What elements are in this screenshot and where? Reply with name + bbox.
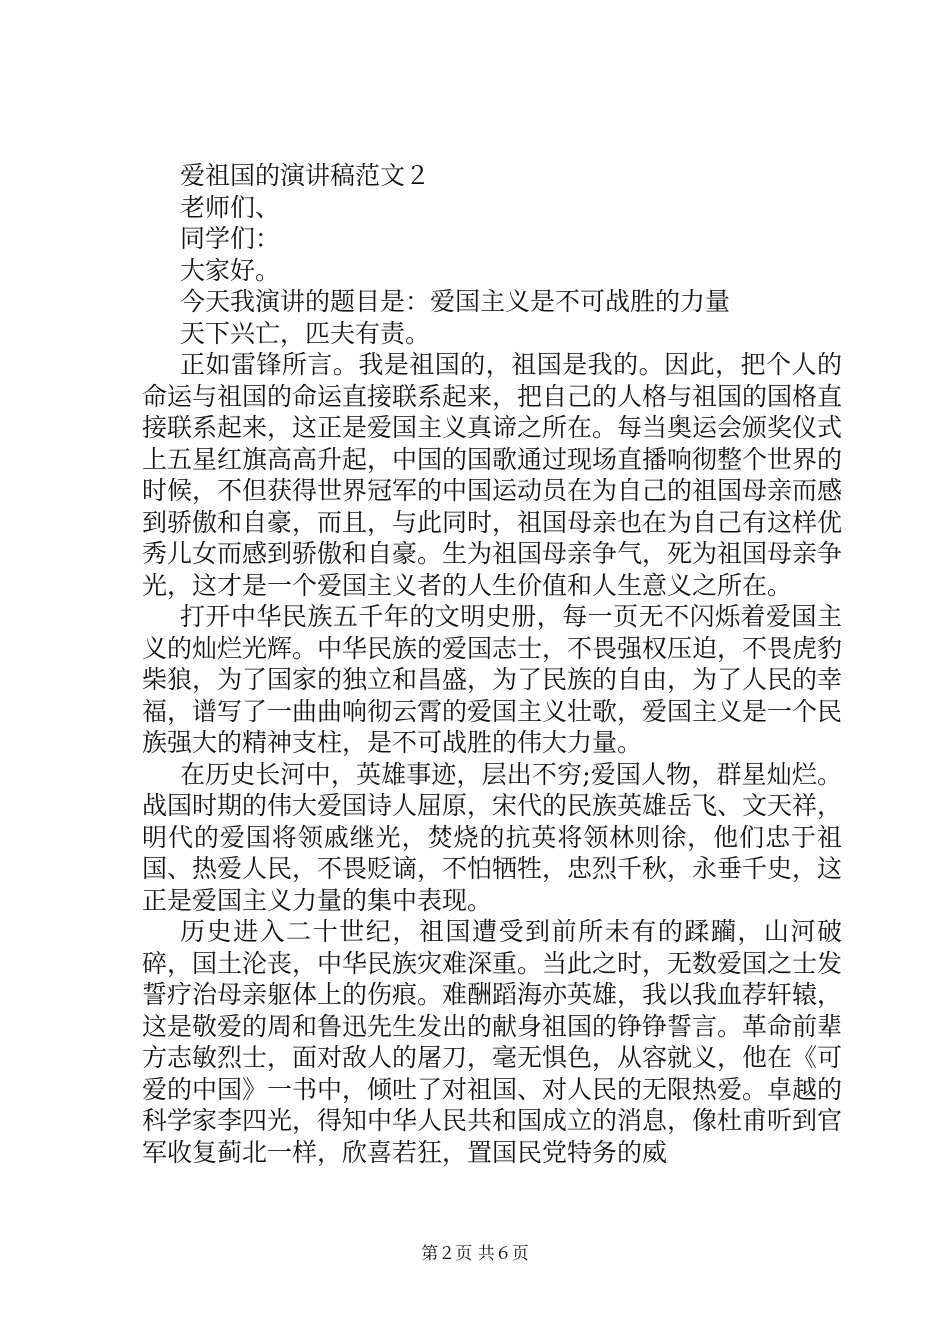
speech-topic: 今天我演讲的题目是：爱国主义是不可战胜的力量	[180, 287, 731, 316]
paragraph-1: 正如雷锋所言。我是祖国的，祖国是我的。因此，把个人的命运与祖国的命运直接联系起来，把自己的人格与祖国的国格直接联系起来，这正是爱国主义真谛之所在。每当奥运会颁奖仪式上五星红旗高高升起，中国的国歌通过现场直播响彻整个世界的时候，不但获得世界冠军的中国运动员在为自己的祖国母亲而感到骄傲和自豪，而且，与此同时，祖国母亲也在为自己有这样优秀儿女而感到骄傲和自豪。生为祖国母亲争气，死为祖国母亲争光，这才是一个爱国主义者的人生价值和人生意义之所在。	[142, 350, 843, 600]
document-body	[142, 160, 842, 1168]
page-footer: 第２页 共６页	[421, 1244, 529, 1264]
document-title: 爱祖国的演讲稿范文２	[180, 161, 431, 190]
salutation-teachers: 老师们、	[180, 192, 281, 222]
salutation-students: 同学们：	[180, 224, 281, 253]
greeting: 大家好。	[180, 255, 281, 285]
paragraph-2: 打开中华民族五千年的文明史册，每一页无不闪烁着爱国主义的灿烂光辉。中华民族的爱国志士，不畏强权压迫，不畏虎豹柴狼，为了国家的独立和昌盛，为了民族的自由，为了人民的幸福，谱写了一曲曲响彻云霄的爱国主义壮歌，爱国主义是一个民族强大的精神支柱，是不可战胜的伟大力量。	[142, 602, 843, 757]
motto: 天下兴亡，匹夫有责。	[180, 318, 431, 348]
paragraph-4: 历史进入二十世纪，祖国遭受到前所未有的蹂躏，山河破碎，国土沦丧，中华民族灾难深重。当此之时，无数爱国之士发誓疗治母亲躯体上的伤痕。难酬蹈海亦英雄，我以我血荐轩辕，这是敬爱的周和鲁迅先生发出的献身祖国的铮铮誓言。革命前辈方志敏烈士，面对敌人的屠刀，毫无惧色，从容就义，他在《可爱的中国》一书中，倾吐了对祖国、对人民的无限热爱。卓越的科学家李四光，得知中华人民共和国成立的消息，像杜甫听到官军收复蓟北一样，欣喜若狂，置国民党特务的威	[142, 917, 843, 1167]
paragraph-3: 在历史长河中，英雄事迹，层出不穷;爱国人物，群星灿烂。战国时期的伟大爱国诗人屈原，宋代的民族英雄岳飞、文天祥，明代的爱国将领戚继光，焚烧的抗英将领林则徐，他们忠于祖国、热爱人民，不畏贬谪，不怕牺牲，忠烈千秋，永垂千史，这正是爱国主义力量的集中表现。	[142, 759, 843, 915]
